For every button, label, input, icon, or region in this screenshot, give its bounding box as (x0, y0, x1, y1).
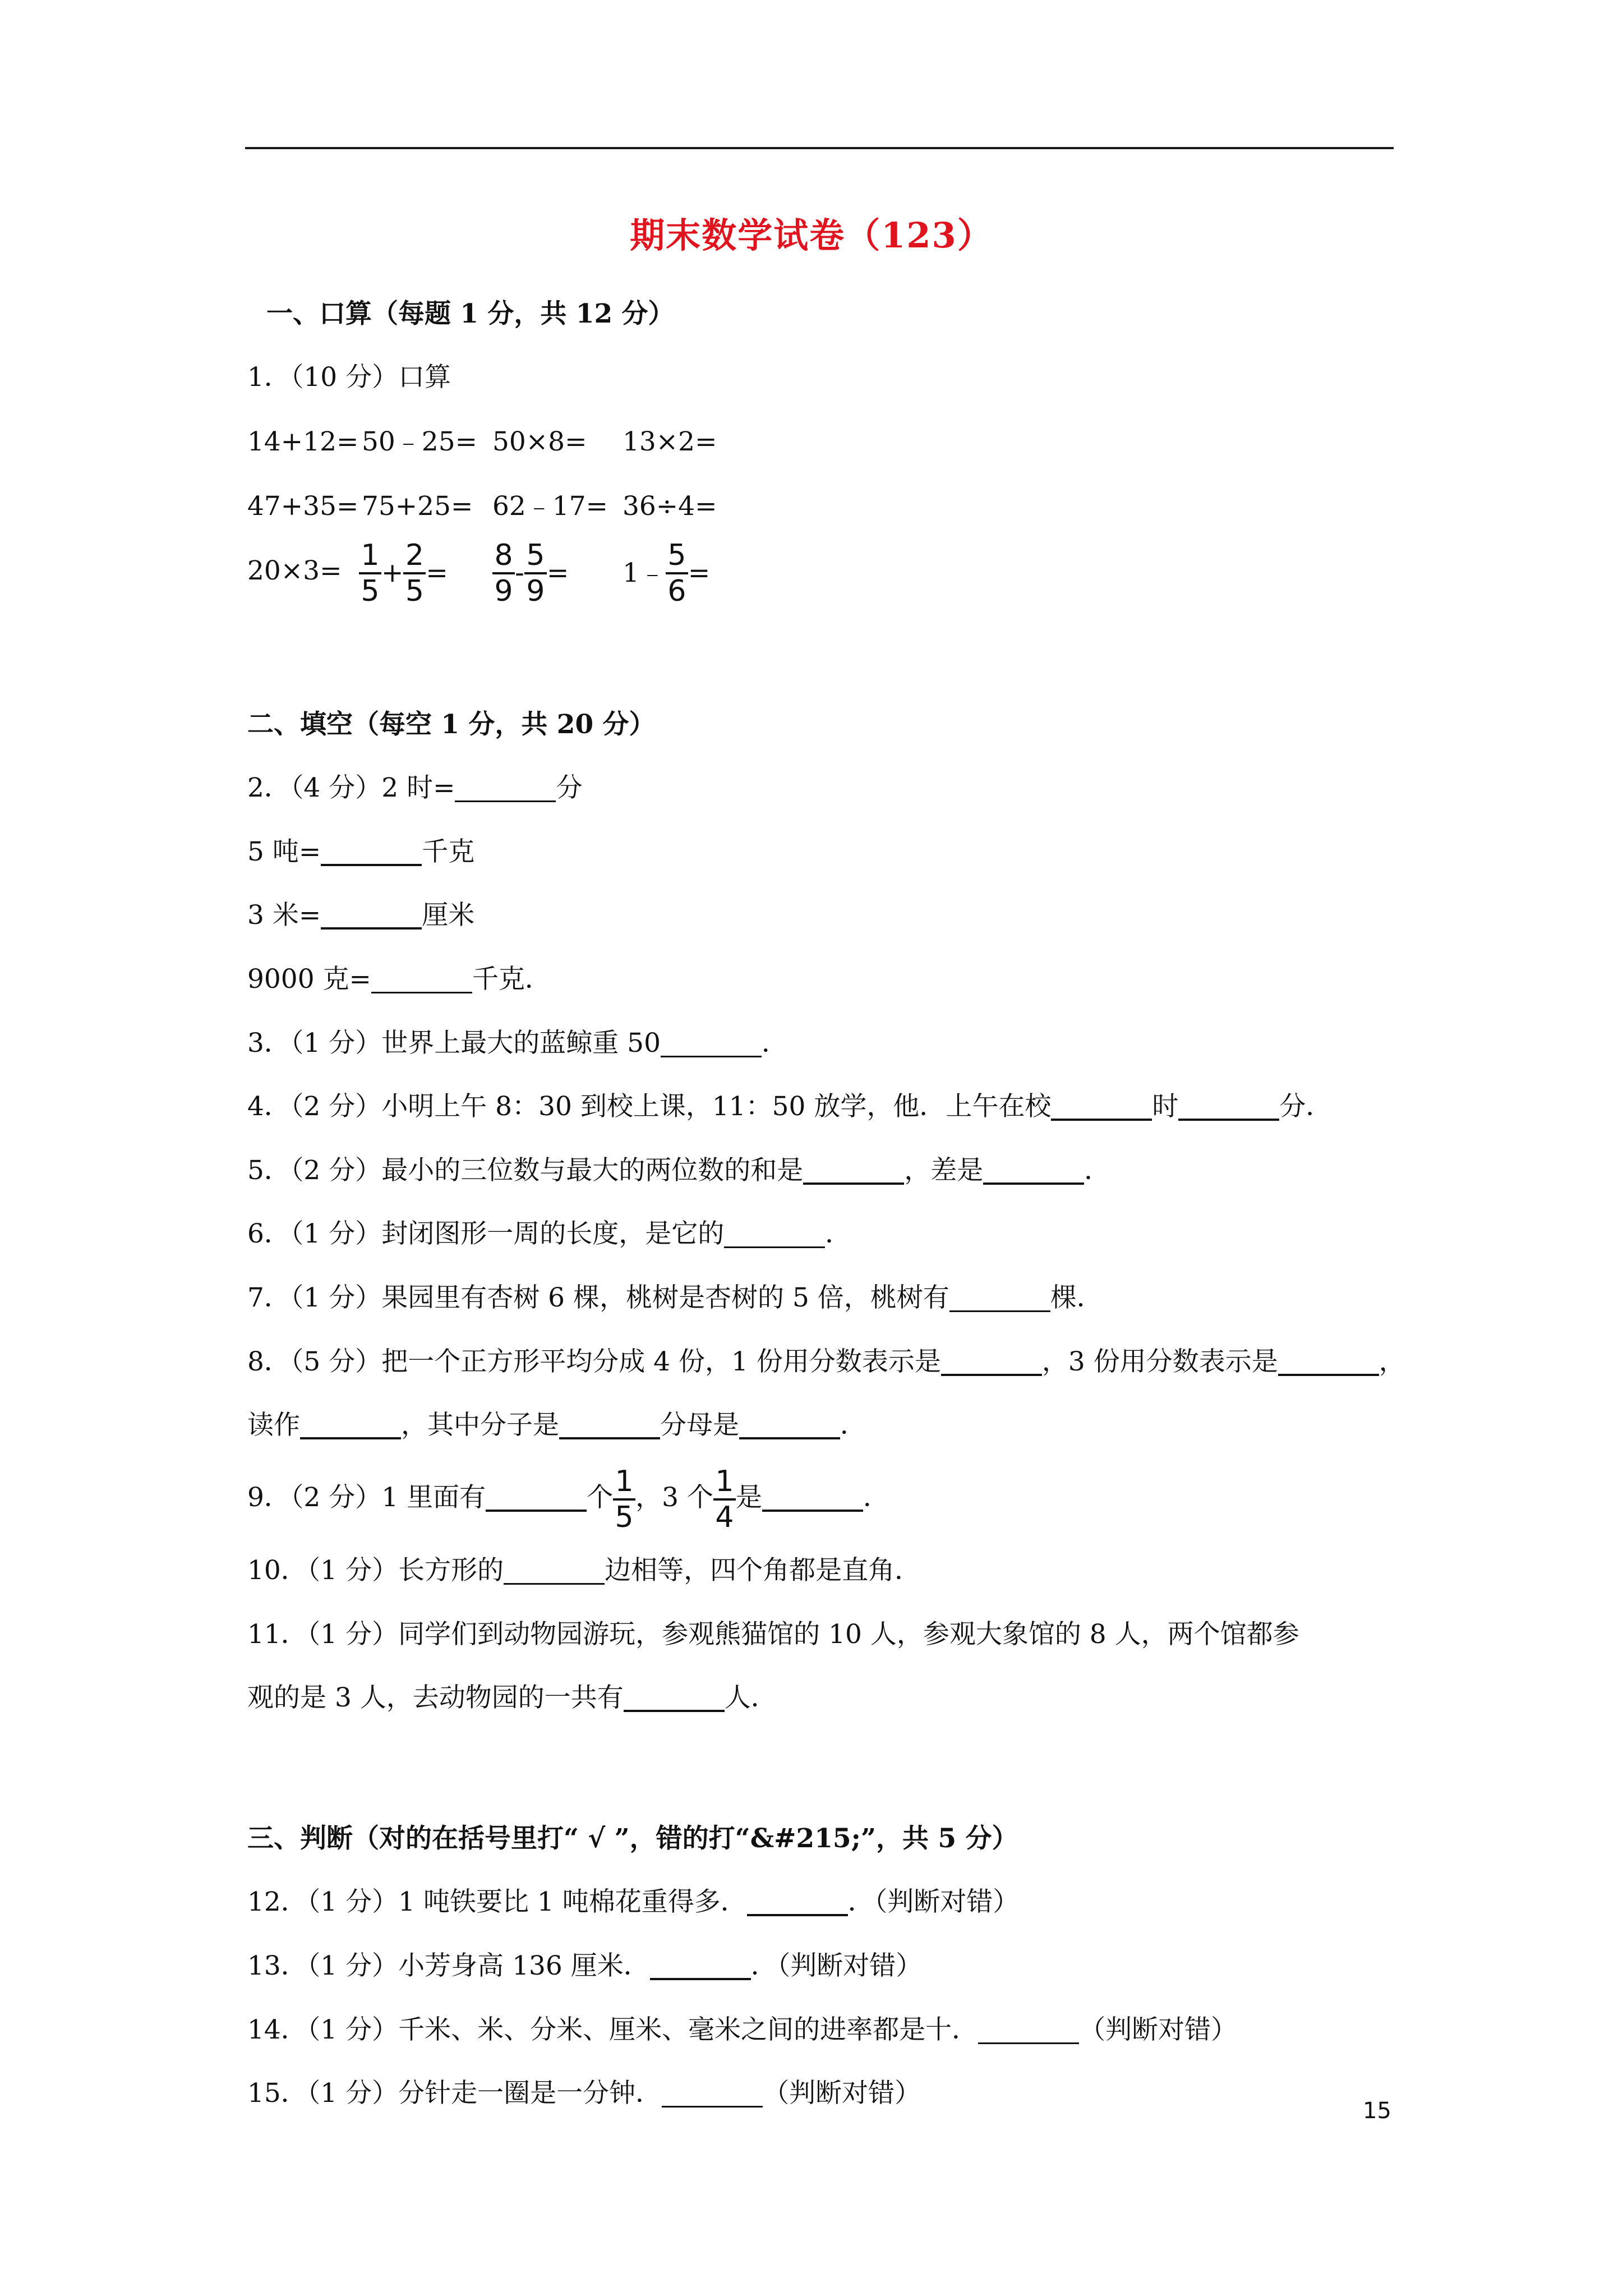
question-14: 14．（1 分）千米、米、分米、厘米、毫米之间的进率都是十． （判断对错） (247, 2014, 1238, 2045)
question-8-line-2: 读作 ，其中分子是 分母是 ． (247, 1410, 866, 1441)
answer-blank[interactable] (662, 2081, 763, 2108)
answer-blank[interactable] (983, 1158, 1084, 1185)
question-8-line-1: 8．（5 分）把一个正方形平均分成 4 份，1 份用分数表示是 ，3 份用分数表示是 ， (247, 1346, 1405, 1377)
question-9: 9．（2 分）1 里面有 个 $\frac{1}{5}$ ，3 个 $\frac{1}{4}$ 是 ． (247, 1465, 889, 1534)
page-number: 15 (1363, 2098, 1391, 2124)
fraction: $\frac{1}{4}$ (713, 1465, 736, 1534)
answer-blank[interactable] (1178, 1094, 1279, 1121)
answer-blank[interactable] (1278, 1349, 1379, 1376)
question-15: 15．（1 分）分针走一圈是一分钟． （判断对错） (247, 2078, 921, 2109)
section-heading-3: 三、判断（对的在括号里打“ √ ”，错的打“&#215;”，共 5 分） (247, 1823, 1018, 1854)
question-2a: 2．（4 分）2 时= 分 (247, 772, 583, 803)
oral-item: 14+12= (247, 426, 359, 457)
answer-blank[interactable] (559, 1412, 660, 1439)
answer-blank[interactable] (949, 1286, 1050, 1312)
page-title: 期末数学试卷（123） (630, 215, 993, 256)
answer-blank[interactable] (803, 1158, 904, 1185)
answer-blank[interactable] (747, 1889, 848, 1916)
answer-blank[interactable] (661, 1031, 762, 1057)
header-rule (245, 147, 1394, 149)
fraction: $\frac{1}{5}$ (613, 1465, 635, 1534)
answer-blank[interactable] (1051, 1094, 1152, 1121)
fraction: $\frac{5}{6}$ (666, 539, 688, 608)
question-6: 6．（1 分）封闭图形一周的长度，是它的 ． (247, 1218, 852, 1249)
fraction: $\frac{1}{5}$ (359, 539, 381, 608)
answer-blank[interactable] (321, 903, 422, 930)
oral-item: 36÷4= (623, 491, 717, 522)
question-2d: 9000 克= 千克． (247, 964, 551, 995)
fraction: $\frac{5}{9}$ (524, 539, 547, 608)
oral-item: 50×8= (492, 426, 587, 457)
oral-item: 20×3= (247, 555, 342, 586)
answer-blank[interactable] (455, 776, 556, 802)
answer-blank[interactable] (371, 967, 472, 993)
question-7: 7．（1 分）果园里有杏树 6 棵，桃树是杏树的 5 倍，桃树有 棵． (247, 1282, 1103, 1313)
answer-blank[interactable] (321, 839, 422, 866)
fraction-expression-b: $\frac{8}{9}$ - $\frac{5}{9}$ = (492, 539, 569, 608)
fraction: $\frac{8}{9}$ (492, 539, 515, 608)
question-3: 3．（1 分）世界上最大的蓝鲸重 50 ． (247, 1028, 788, 1059)
answer-blank[interactable] (300, 1412, 401, 1439)
oral-item: 62﹣17= (492, 491, 608, 522)
question-13: 13．（1 分）小芳身高 136 厘米． ．（判断对错） (247, 1950, 923, 1981)
question-5: 5．（2 分）最小的三位数与最大的两位数的和是 ，差是 ． (247, 1155, 1111, 1186)
answer-blank[interactable] (650, 1953, 751, 1980)
question-2c: 3 米= 厘米 (247, 900, 475, 931)
answer-blank[interactable] (486, 1485, 587, 1512)
fraction-expression-a: $\frac{1}{5}$ + $\frac{2}{5}$ = (359, 539, 448, 608)
question-2b: 5 吨= 千克 (247, 836, 475, 867)
question-1-head: 1．（10 分）口算 (247, 362, 451, 393)
oral-row-3 (0, 539, 1623, 623)
fraction: $\frac{2}{5}$ (403, 539, 426, 608)
oral-item: 47+35= (247, 491, 359, 522)
question-12: 12．（1 分）1 吨铁要比 1 吨棉花重得多． ．（判断对错） (247, 1887, 1020, 1917)
answer-blank[interactable] (739, 1412, 840, 1439)
section-heading-1: 一、口算（每题 1 分，共 12 分） (266, 298, 675, 329)
question-4: 4．（2 分）小明上午 8：30 到校上课，11：50 放学，他．上午在校 时 分． (247, 1091, 1332, 1122)
question-10: 10．（1 分）长方形的 边相等，四个角都是直角． (247, 1555, 921, 1586)
oral-item: 75+25= (362, 491, 473, 522)
answer-blank[interactable] (624, 1685, 725, 1712)
answer-blank[interactable] (762, 1485, 863, 1512)
oral-item: 50﹣25= (362, 426, 477, 457)
answer-blank[interactable] (941, 1349, 1042, 1376)
question-11-line-2: 观的是 3 人，去动物园的一共有 人． (247, 1682, 777, 1713)
answer-blank[interactable] (724, 1222, 825, 1248)
answer-blank[interactable] (504, 1558, 605, 1585)
question-11-line-1: 11．（1 分）同学们到动物园游玩，参观熊猫馆的 10 人，参观大象馆的 8 人，两个馆都参 (247, 1619, 1299, 1650)
oral-item: 13×2= (623, 426, 717, 457)
fraction-expression-c: 1﹣ $\frac{5}{6}$ = (623, 539, 711, 608)
section-heading-2: 二、填空（每空 1 分，共 20 分） (247, 709, 656, 740)
answer-blank[interactable] (978, 2018, 1079, 2044)
